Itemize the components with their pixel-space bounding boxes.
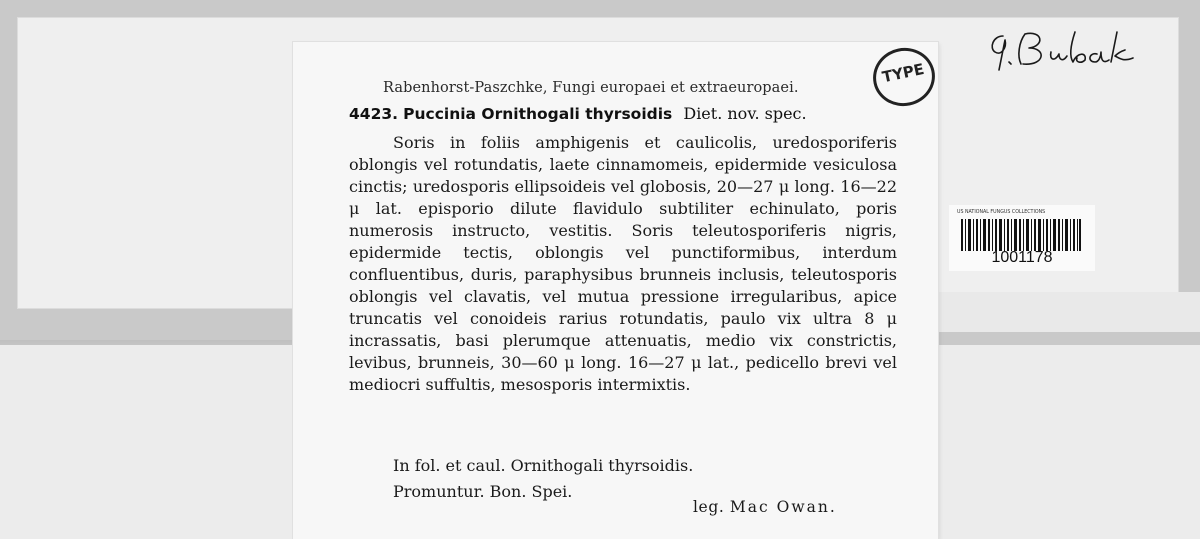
species-name: Puccinia Ornithogali thyrsoidis — [403, 105, 673, 123]
type-stamp-text: TYPE — [880, 59, 926, 87]
description-text: Soris in foliis amphigenis et caulicolis, uredosporiferis oblongis vel rotundatis, laete cinnamomeis, epidermide vesiculosa cinctis; uredosporis ellipsoideis vel globosis, 20—27 μ long. 16—22 μ lat. episporio dilute flavidulo subtiliter echinulato, poris numerosis instructo, vestitis. Soris teleutosporiferis nigris, epidermide tectis, oblongis vel punctiformibus, interdum confluentibus, duris, paraphysibus brunneis inclusis, teleutosporis oblongis vel clavatis, vel mutua pressione irregularibus, apice truncatis vel conoideis rarius rotundatis, paulo vix ultra 8 μ incrassatis, basi plerumque attenuatis, medio vix constrictis, levibus, brunneis, 30—60 μ long. 16—27 μ lat., pedicello brevi vel mediocri suffultis, mesosporis intermixtis. — [349, 133, 897, 394]
species-author: Diet. nov. spec. — [683, 104, 807, 123]
handwriting-signature — [985, 22, 1145, 82]
species-description — [349, 132, 897, 396]
collection-name: US NATIONAL FUNGUS COLLECTIONS — [957, 209, 1046, 215]
exsiccata-number: 4423. — [349, 105, 399, 123]
host-line: In fol. et caul. Ornithogali thyrsoidis. — [393, 456, 694, 475]
collector-line — [693, 498, 837, 516]
paper-edge — [930, 292, 1200, 332]
collector-name: Mac Owan. — [729, 498, 837, 516]
catalog-number: 1001178 — [991, 249, 1053, 266]
exsiccata-header: Rabenhorst-Paszchke, Fungi europaei et extraeuropaei. — [383, 80, 799, 96]
handwritten-annotation — [985, 22, 1145, 82]
barcode-icon — [961, 219, 1081, 251]
locality-line: Promuntur. Bon. Spei. — [393, 482, 573, 501]
barcode-label — [949, 205, 1095, 271]
species-title — [349, 104, 807, 123]
collector-prefix: leg. — [693, 498, 725, 516]
specimen-label — [293, 42, 938, 539]
